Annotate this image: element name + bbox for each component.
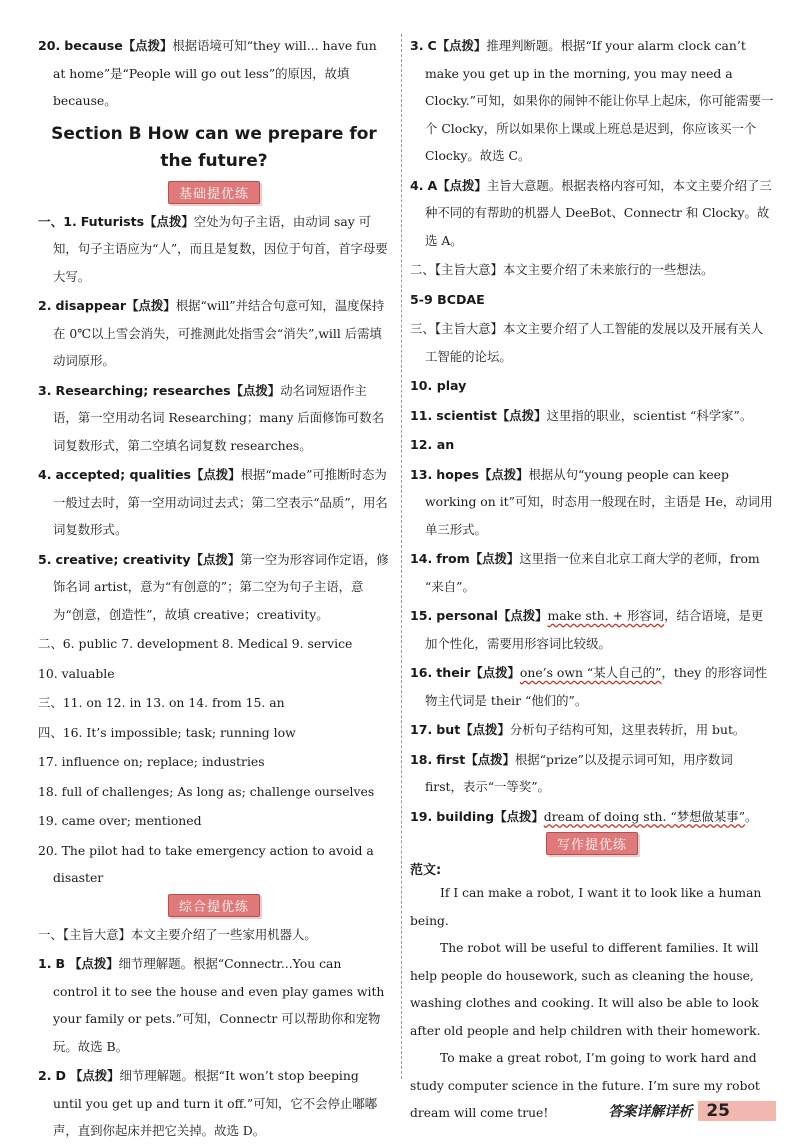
- left-column: [38, 32, 390, 1147]
- answer-20-because: 20. because【点拨】根据语境可知“they will... have fun at home”是“People will go out less”的原因，故填 because。: [38, 38, 377, 108]
- badge-comprehensive: 综合提优练: [168, 894, 260, 917]
- answer-16: 四、16. It’s impossible; task; running low: [38, 724, 296, 740]
- answer-10: 10. valuable: [38, 665, 115, 681]
- cloze-16: 16. their【点拨】one’s own “某人自己的”，they 的形容词性物主代词是 their “他们的”。: [410, 665, 768, 708]
- cloze-18: 18. first【点拨】根据“prize”以及提示词可知，用序数词 first，表示“一等奖”。: [410, 751, 733, 794]
- page-number: 25: [698, 1101, 776, 1121]
- essay-paragraph-2: The robot will be useful to different families. It will help people do housework, such as cleaning the house, washing clothes and cooking. It will also be able to look after old people and help children with their homework.: [410, 941, 761, 1038]
- cloze-10: 10. play: [410, 378, 467, 393]
- page-footer: [608, 1098, 776, 1124]
- section-title: Section B How can we prepare for the future?: [51, 123, 377, 171]
- main-idea-1: 一、【主旨大意】本文主要介绍了一些家用机器人。: [38, 926, 317, 942]
- answer-1: 一、1. Futurists【点拨】空处为句子主语，由动词 say 可知，句子主语应为“人”，而且是复数，因位于句首，首字母要大写。: [38, 213, 388, 284]
- cloze-15: 15. personal【点拨】make sth. + 形容词，结合语境，是更加个性化，需要用形容词比较级。: [410, 608, 764, 651]
- answer-2: 2. disappear【点拨】根据“will”并结合句意可知，温度保持在 0℃以上雪会消失，可推测此处指雪会“消失”,will 后需填动词原形。: [38, 298, 385, 368]
- reading-q1: 1. B 【点拨】细节理解题。根据“Connectr...You can control it to see the house and even play games with your family or pets.”可知，Connectr 可以帮助你和宠物玩。故选 B。: [38, 956, 385, 1054]
- main-idea-2: 二、【主旨大意】本文主要介绍了未来旅行的一些想法。: [410, 262, 714, 277]
- cloze-14: 14. from【点拨】这里指一位来自北京工商大学的老师，from “来自”。: [410, 551, 760, 594]
- reading-q3: 3. C【点拨】推理判断题。根据“If your alarm clock can’t make you get up in the morning, you may need a Clocky.”可知，如果你的闹钟不能让你早上起床，你可能需要一个 Clocky，所以如果你上课或上班总是迟到，你应该买一个 Clocky。故选 C。: [410, 38, 774, 163]
- sample-essay-label: 范文:: [410, 863, 442, 878]
- right-column: [410, 32, 774, 1128]
- answer-17: 17. influence on; replace; industries: [38, 754, 265, 769]
- essay-paragraph-1: If I can make a robot, I want it to look like a human being.: [410, 886, 762, 928]
- main-idea-3: 三、【主旨大意】本文主要介绍了人工智能的发展以及开展有关人工智能的论坛。: [410, 321, 764, 364]
- cloze-17: 17. but【点拨】分析句子结构可知，这里表转折，用 but。: [410, 722, 746, 737]
- essay-paragraph-3: To make a great robot, I’m going to work hard and study computer science in the future. I’m sure my robot dream will come true!: [410, 1051, 760, 1120]
- answer-6-9: 二、6. public 7. development 8. Medical 9. service: [38, 636, 353, 651]
- cloze-12: 12. an: [410, 437, 455, 452]
- answer-5: 5. creative; creativity【点拨】第一空为形容词作定语，修饰名词 artist，意为“有创意的”；第二空为句子主语，意为“创意，创造性”，故填 creative；creativity。: [38, 551, 389, 622]
- cloze-13: 13. hopes【点拨】根据从句“young people can keep working on it”可知，时态用一般现在时，主语是 He，动词用单三形式。: [410, 466, 773, 537]
- reading-q4: 4. A【点拨】主旨大意题。根据表格内容可知，本文主要介绍了三种不同的有帮助的机器人 DeeBot、Connectr 和 Clocky。故选 A。: [410, 177, 772, 248]
- answer-4: 4. accepted; qualities【点拨】根据“made”可推断时态为一般过去时，第一空用动词过去式；第二空表示“品质”，用名词复数形式。: [38, 467, 388, 537]
- column-divider: [401, 34, 402, 1079]
- badge-writing: 写作提优练: [546, 832, 638, 855]
- answer-3: 3. Researching; researches【点拨】动名词短语作主语，第一空用动名词 Researching；many 后面修饰可数名词复数形式，第二空填名词复数 researches。: [38, 382, 385, 453]
- badge-basic: 基础提优练: [168, 181, 260, 204]
- answer-11-15: 三、11. on 12. in 13. on 14. from 15. an: [38, 695, 285, 710]
- cloze-19: 19. building【点拨】dream of doing sth. “梦想做某事”。: [410, 808, 758, 824]
- cloze-11: 11. scientist【点拨】这里指的职业，scientist “科学家”。: [410, 407, 753, 423]
- answer-20-sentence: 20. The pilot had to take emergency action to avoid a disaster: [38, 842, 374, 885]
- answer-19: 19. came over; mentioned: [38, 813, 202, 828]
- reading-q2: 2. D 【点拨】细节理解题。根据“It won’t stop beeping until you get up and turn it off.”可知，它不会停止嘟嘟声，直到你起床并把它关掉。故选 D。: [38, 1068, 378, 1138]
- answer-18: 18. full of challenges; As long as; challenge ourselves: [38, 783, 375, 799]
- answer-5-9: 5-9 BCDAE: [410, 291, 485, 307]
- footer-label: 答案详解详析: [608, 1104, 693, 1120]
